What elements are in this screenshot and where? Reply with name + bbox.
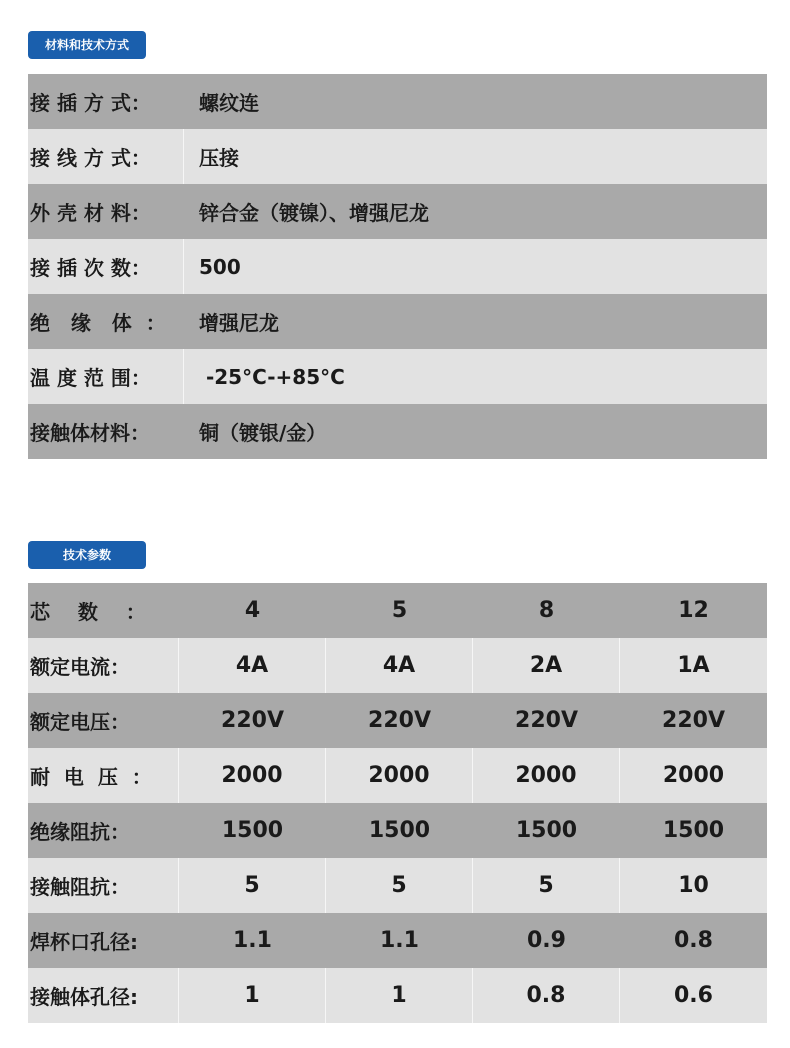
- table-cell: 2A: [473, 638, 620, 693]
- table-row: [28, 74, 767, 129]
- table-cell: 220V: [662, 708, 725, 733]
- table-cell: 1.1: [233, 928, 272, 953]
- table-cell: 5: [326, 858, 473, 913]
- table-cell: 1500: [515, 818, 578, 843]
- table-cell: 4: [244, 598, 261, 623]
- row-label: 焊杯口孔径:: [30, 930, 138, 954]
- table-row: [28, 404, 767, 459]
- table-cell: 220V: [221, 708, 284, 733]
- row-label: 接 插 方 式：: [30, 91, 151, 115]
- row-label: 接 插 次 数：: [28, 239, 184, 294]
- row-label: 接触体材料：: [30, 421, 150, 445]
- table-cell: 2000: [326, 748, 473, 803]
- table-cell: 2000: [179, 748, 326, 803]
- table-cell: 1500: [221, 818, 284, 843]
- table-cell: 0.9: [527, 928, 566, 953]
- table-row: [28, 968, 767, 1023]
- table-cell: 2000: [662, 763, 725, 788]
- row-label: 接 线 方 式：: [28, 129, 184, 184]
- table-cell: 12: [678, 598, 709, 623]
- row-label: 额定电流：: [28, 638, 179, 693]
- table-row: [28, 748, 767, 803]
- table-cell: 5: [391, 598, 408, 623]
- table-cell: 220V: [515, 708, 578, 733]
- table-cell: 5: [473, 858, 620, 913]
- section-title-materials: 材料和技术方式: [28, 31, 146, 59]
- table-cell: 1500: [662, 818, 725, 843]
- tech-params-table: [28, 583, 767, 1023]
- table-cell: 4A: [326, 638, 473, 693]
- table-row: [28, 239, 767, 294]
- table-row: [28, 638, 767, 693]
- table-cell: 1.1: [380, 928, 419, 953]
- row-value: 锌合金（镀镍）、增强尼龙: [199, 201, 429, 225]
- table-cell: 1A: [677, 653, 710, 678]
- row-value: 铜（镀银/金）: [199, 421, 327, 445]
- table-row: [28, 349, 767, 404]
- row-value: 增强尼龙: [199, 311, 279, 335]
- table-cell: 1500: [368, 818, 431, 843]
- table-cell: 2000: [473, 748, 620, 803]
- row-value: 螺纹连: [199, 91, 259, 115]
- row-label: 温 度 范 围：: [28, 349, 184, 404]
- row-label: 外 壳 材 料：: [30, 201, 151, 225]
- row-label: 接触体孔径:: [28, 968, 179, 1023]
- table-row: [28, 693, 767, 748]
- row-value: 压接: [199, 146, 239, 170]
- table-cell: 1: [179, 968, 326, 1023]
- table-cell: 5: [179, 858, 326, 913]
- row-value: 500: [199, 254, 241, 279]
- table-cell: 10: [678, 873, 709, 898]
- table-cell: 1: [326, 968, 473, 1023]
- table-row: [28, 184, 767, 239]
- table-row: [28, 803, 767, 858]
- table-cell: 4A: [179, 638, 326, 693]
- row-label: 额定电压：: [30, 710, 130, 734]
- section-title-tech-params: 技术参数: [28, 541, 146, 569]
- table-cell: 220V: [368, 708, 431, 733]
- table-cell: 0.8: [674, 928, 713, 953]
- table-row: [28, 129, 767, 184]
- table-cell: 8: [538, 598, 555, 623]
- row-label: 耐 电 压 ：: [28, 748, 179, 803]
- materials-table: [28, 74, 767, 459]
- table-cell: 0.6: [674, 983, 713, 1008]
- table-row: [28, 858, 767, 913]
- row-label: 绝 缘 体 ：: [30, 311, 166, 335]
- table-cell: 0.8: [473, 968, 620, 1023]
- table-row: [28, 913, 767, 968]
- table-row: [28, 583, 767, 638]
- table-row: [28, 294, 767, 349]
- row-label: 绝缘阻抗：: [30, 820, 130, 844]
- row-label: 芯 数 ：: [30, 600, 146, 624]
- row-label: 接触阻抗：: [28, 858, 179, 913]
- row-value: -25°C-+85°C: [199, 364, 345, 389]
